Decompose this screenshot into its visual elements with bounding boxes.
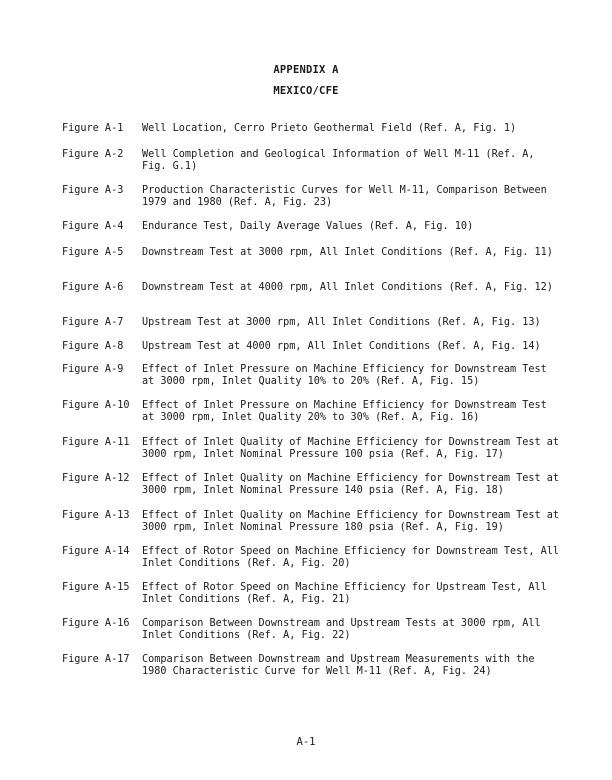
figure-label: Figure A-13 [62, 510, 130, 521]
figure-description: Effect of Inlet Quality on Machine Efficiency for Downstream Test at 3000 rpm, Inlet Nominal Pressure 140 psia (Ref. A, Fig. 18) [142, 473, 560, 496]
figure-label: Figure A-1 [62, 123, 124, 134]
appendix-title: APPENDIX A [273, 64, 339, 76]
figure-label: Figure A-6 [62, 282, 124, 293]
figure-label: Figure A-14 [62, 546, 130, 557]
figure-description: Downstream Test at 3000 rpm, All Inlet Conditions (Ref. A, Fig. 11) [142, 247, 553, 258]
page-number: A-1 [296, 736, 316, 748]
figure-label: Figure A-7 [62, 317, 124, 328]
figure-label: Figure A-4 [62, 221, 124, 232]
figure-description: Upstream Test at 3000 rpm, All Inlet Conditions (Ref. A, Fig. 13) [142, 317, 541, 328]
figure-description: Comparison Between Downstream and Upstream Tests at 3000 rpm, All Inlet Conditions (Ref. A, Fig. 22) [142, 618, 541, 641]
figure-description: Comparison Between Downstream and Upstream Measurements with the 1980 Characteristic Curve for Well M-11 (Ref. A, Fig. 24) [142, 654, 535, 677]
figure-label: Figure A-3 [62, 185, 124, 196]
figure-description: Effect of Inlet Quality of Machine Efficiency for Downstream Test at 3000 rpm, Inlet Nominal Pressure 100 psia (Ref. A, Fig. 17) [142, 437, 560, 460]
figure-label: Figure A-10 [62, 400, 130, 411]
figure-label: Figure A-8 [62, 341, 124, 352]
figure-description: Effect of Inlet Quality on Machine Efficiency for Downstream Test at 3000 rpm, Inlet Nominal Pressure 180 psia (Ref. A, Fig. 19) [142, 510, 560, 533]
figure-description: Endurance Test, Daily Average Values (Ref. A, Fig. 10) [142, 221, 474, 232]
figure-label: Figure A-15 [62, 582, 130, 593]
figure-description: Effect of Inlet Pressure on Machine Efficiency for Downstream Test at 3000 rpm, Inlet Quality 10% to 20% (Ref. A, Fig. 15) [142, 364, 547, 387]
figure-description: Upstream Test at 4000 rpm, All Inlet Conditions (Ref. A, Fig. 14) [142, 341, 541, 352]
figure-label: Figure A-16 [62, 618, 130, 629]
figure-description: Effect of Rotor Speed on Machine Efficiency for Downstream Test, All Inlet Conditions (Ref. A, Fig. 20) [142, 546, 560, 569]
figure-label: Figure A-17 [62, 654, 130, 665]
figure-description: Effect of Inlet Pressure on Machine Efficiency for Downstream Test at 3000 rpm, Inlet Quality 20% to 30% (Ref. A, Fig. 16) [142, 400, 547, 423]
figure-label: Figure A-9 [62, 364, 124, 375]
figure-label: Figure A-2 [62, 149, 124, 160]
figure-description: Downstream Test at 4000 rpm, All Inlet Conditions (Ref. A, Fig. 12) [142, 282, 553, 293]
figure-description: Well Completion and Geological Information of Well M-11 (Ref. A, Fig. G.1) [142, 149, 535, 172]
figure-description: Effect of Rotor Speed on Machine Efficiency for Upstream Test, All Inlet Conditions (Ref. A, Fig. 21) [142, 582, 547, 605]
figure-description: Well Location, Cerro Prieto Geothermal Field (Ref. A, Fig. 1) [142, 123, 517, 134]
figure-label: Figure A-11 [62, 437, 130, 448]
figure-label: Figure A-5 [62, 247, 124, 258]
figure-description: Production Characteristic Curves for Well M-11, Comparison Between 1979 and 1980 (Ref. A, Fig. 23) [142, 185, 547, 208]
appendix-subtitle: MEXICO/CFE [273, 85, 339, 97]
figure-label: Figure A-12 [62, 473, 130, 484]
